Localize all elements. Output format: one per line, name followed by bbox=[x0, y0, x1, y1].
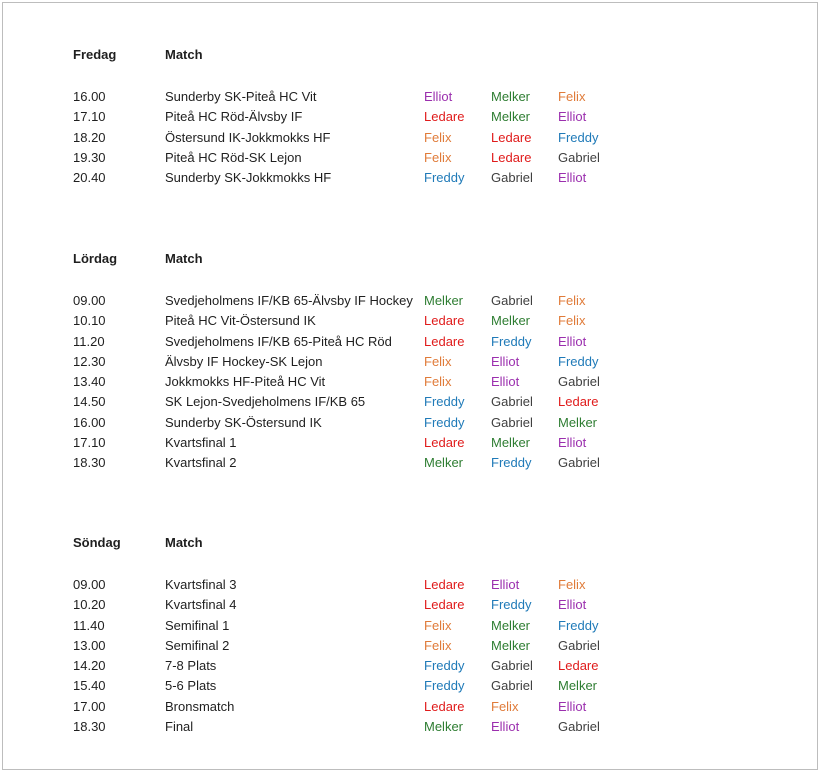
assigned-person: Felix bbox=[558, 293, 586, 308]
match-time: 14.20 bbox=[73, 658, 106, 674]
match-name: Svedjeholmens IF/KB 65-Piteå HC Röd bbox=[165, 333, 392, 349]
assigned-person: Gabriel bbox=[491, 394, 533, 410]
assigned-person: Felix bbox=[424, 129, 452, 145]
match-time: 18.30 bbox=[73, 719, 106, 735]
match-name: Semifinal 2 bbox=[165, 637, 230, 653]
assigned-person: Ledare bbox=[424, 333, 465, 349]
assigned-person: Felix bbox=[558, 313, 586, 329]
schedule-row bbox=[3, 676, 817, 696]
match-time: 10.10 bbox=[73, 313, 106, 329]
match-name: Piteå HC Röd-SK Lejon bbox=[165, 149, 302, 165]
assigned-person: Gabriel bbox=[491, 658, 533, 674]
assigned-person: Elliot bbox=[558, 597, 587, 613]
assigned-person: Elliot bbox=[491, 719, 520, 735]
match-name: Bronsmatch bbox=[165, 698, 235, 714]
match-name: Kvartsfinal 1 bbox=[165, 435, 237, 451]
assigned-person: Felix bbox=[491, 698, 519, 714]
schedule-row bbox=[3, 413, 817, 433]
match-name: Semifinal 1 bbox=[165, 617, 230, 633]
schedule-row bbox=[3, 311, 817, 331]
assigned-person: Freddy bbox=[558, 129, 599, 145]
match-time: 20.40 bbox=[73, 170, 106, 186]
match-name: Sunderby SK-Östersund IK bbox=[165, 414, 322, 430]
assigned-person: Felix bbox=[424, 353, 452, 369]
assigned-person: Melker bbox=[491, 89, 531, 104]
schedule-row bbox=[3, 148, 817, 168]
schedule-row bbox=[3, 372, 817, 392]
day-heading: Lördag bbox=[73, 251, 118, 266]
day-heading: Fredag bbox=[73, 47, 117, 62]
assigned-person: Gabriel bbox=[558, 719, 600, 735]
match-column-heading: Match bbox=[165, 535, 203, 550]
assigned-person: Ledare bbox=[424, 597, 465, 613]
match-name: Svedjeholmens IF/KB 65-Älvsby IF Hockey bbox=[165, 293, 413, 308]
assigned-person: Ledare bbox=[491, 129, 532, 145]
match-name: Kvartsfinal 2 bbox=[165, 455, 237, 471]
match-name: Älvsby IF Hockey-SK Lejon bbox=[165, 353, 323, 369]
assigned-person: Ledare bbox=[558, 658, 599, 674]
schedule-rows bbox=[3, 575, 817, 737]
schedule-row bbox=[3, 697, 817, 717]
schedule-row bbox=[3, 168, 817, 188]
assigned-person: Ledare bbox=[424, 577, 465, 592]
match-time: 17.10 bbox=[73, 435, 106, 451]
assigned-person: Melker bbox=[558, 678, 598, 694]
match-name: Kvartsfinal 4 bbox=[165, 597, 237, 613]
schedule-row bbox=[3, 392, 817, 412]
assigned-person: Ledare bbox=[424, 435, 465, 451]
schedule-rows bbox=[3, 291, 817, 474]
match-time: 15.40 bbox=[73, 678, 106, 694]
assigned-person: Elliot bbox=[558, 698, 587, 714]
assigned-person: Melker bbox=[491, 637, 531, 653]
schedule-row bbox=[3, 332, 817, 352]
schedule-row bbox=[3, 717, 817, 737]
match-name: 7-8 Plats bbox=[165, 658, 217, 674]
match-name: Kvartsfinal 3 bbox=[165, 577, 237, 592]
match-name: 5-6 Plats bbox=[165, 678, 217, 694]
match-time: 17.00 bbox=[73, 698, 106, 714]
assigned-person: Elliot bbox=[491, 353, 520, 369]
match-time: 16.00 bbox=[73, 414, 106, 430]
schedule-row bbox=[3, 616, 817, 636]
assigned-person: Freddy bbox=[424, 414, 465, 430]
assigned-person: Freddy bbox=[558, 617, 599, 633]
assigned-person: Melker bbox=[491, 313, 531, 329]
assigned-person: Ledare bbox=[491, 149, 532, 165]
assigned-person: Felix bbox=[558, 577, 586, 592]
assigned-person: Freddy bbox=[424, 678, 465, 694]
assigned-person: Gabriel bbox=[491, 293, 533, 308]
match-name: Sunderby SK-Piteå HC Vit bbox=[165, 89, 317, 104]
match-time: 18.30 bbox=[73, 455, 106, 471]
match-name: Jokkmokks HF-Piteå HC Vit bbox=[165, 374, 326, 390]
assigned-person: Elliot bbox=[491, 374, 520, 390]
match-time: 14.50 bbox=[73, 394, 106, 410]
assigned-person: Ledare bbox=[424, 698, 465, 714]
schedule-row bbox=[3, 656, 817, 676]
match-name: Östersund IK-Jokkmokks HF bbox=[165, 129, 331, 145]
schedule-row bbox=[3, 453, 817, 473]
assigned-person: Elliot bbox=[558, 109, 587, 125]
schedule-rows bbox=[3, 87, 817, 188]
match-time: 18.20 bbox=[73, 129, 106, 145]
schedule-row bbox=[3, 352, 817, 372]
match-name: Piteå HC Röd-Älvsby IF bbox=[165, 109, 303, 125]
assigned-person: Gabriel bbox=[558, 374, 600, 390]
assigned-person: Freddy bbox=[491, 333, 532, 349]
match-column-heading: Match bbox=[165, 47, 203, 62]
match-name: Sunderby SK-Jokkmokks HF bbox=[165, 170, 332, 186]
assigned-person: Melker bbox=[424, 293, 464, 308]
assigned-person: Melker bbox=[491, 109, 531, 125]
match-time: 09.00 bbox=[73, 577, 106, 592]
assigned-person: Gabriel bbox=[491, 414, 533, 430]
day-heading: Söndag bbox=[73, 535, 121, 550]
assigned-person: Ledare bbox=[558, 394, 599, 410]
assigned-person: Gabriel bbox=[491, 170, 533, 186]
match-time: 12.30 bbox=[73, 353, 106, 369]
assigned-person: Elliot bbox=[491, 577, 520, 592]
assigned-person: Ledare bbox=[424, 313, 465, 329]
match-time: 11.20 bbox=[73, 333, 105, 349]
schedule-row bbox=[3, 291, 817, 311]
match-time: 09.00 bbox=[73, 293, 106, 308]
assigned-person: Melker bbox=[558, 414, 598, 430]
schedule-row bbox=[3, 575, 817, 595]
assigned-person: Gabriel bbox=[491, 678, 533, 694]
match-name: Final bbox=[165, 719, 194, 735]
assigned-person: Freddy bbox=[558, 353, 599, 369]
assigned-person: Freddy bbox=[424, 394, 465, 410]
match-column-heading: Match bbox=[165, 251, 203, 266]
assigned-person: Gabriel bbox=[558, 637, 600, 653]
match-time: 13.40 bbox=[73, 374, 106, 390]
schedule-row bbox=[3, 87, 817, 107]
assigned-person: Melker bbox=[424, 719, 464, 735]
schedule-row bbox=[3, 107, 817, 127]
assigned-person: Felix bbox=[558, 89, 586, 104]
assigned-person: Felix bbox=[424, 149, 452, 165]
assigned-person: Elliot bbox=[424, 89, 453, 104]
match-time: 13.00 bbox=[73, 637, 106, 653]
assigned-person: Freddy bbox=[424, 170, 465, 186]
assigned-person: Freddy bbox=[424, 658, 465, 674]
assigned-person: Freddy bbox=[491, 597, 532, 613]
match-name: SK Lejon-Svedjeholmens IF/KB 65 bbox=[165, 394, 366, 410]
document-page bbox=[2, 2, 818, 770]
match-time: 11.40 bbox=[73, 617, 105, 633]
assigned-person: Elliot bbox=[558, 435, 587, 451]
schedule-row bbox=[3, 636, 817, 656]
assigned-person: Gabriel bbox=[558, 149, 600, 165]
match-time: 17.10 bbox=[73, 109, 106, 125]
assigned-person: Elliot bbox=[558, 333, 587, 349]
match-time: 19.30 bbox=[73, 149, 106, 165]
assigned-person: Felix bbox=[424, 617, 452, 633]
assigned-person: Felix bbox=[424, 374, 452, 390]
assigned-person: Felix bbox=[424, 637, 452, 653]
assigned-person: Freddy bbox=[491, 455, 532, 471]
assigned-person: Ledare bbox=[424, 109, 465, 125]
schedule-row bbox=[3, 128, 817, 148]
assigned-person: Melker bbox=[491, 617, 531, 633]
match-time: 10.20 bbox=[73, 597, 106, 613]
assigned-person: Melker bbox=[424, 455, 464, 471]
assigned-person: Elliot bbox=[558, 170, 587, 186]
assigned-person: Melker bbox=[491, 435, 531, 451]
schedule-row bbox=[3, 595, 817, 615]
assigned-person: Gabriel bbox=[558, 455, 600, 471]
schedule-row bbox=[3, 433, 817, 453]
match-time: 16.00 bbox=[73, 89, 106, 104]
match-name: Piteå HC Vit-Östersund IK bbox=[165, 313, 316, 329]
